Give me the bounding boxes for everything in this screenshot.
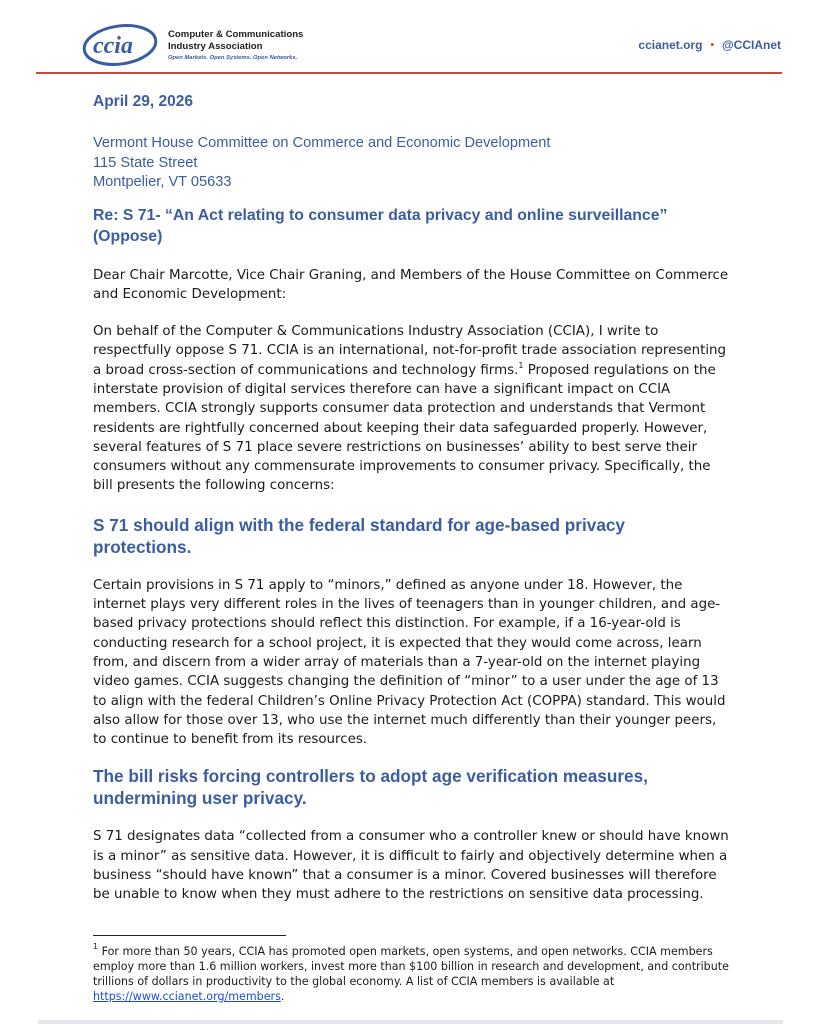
footnote-trailing: . [280,990,285,1003]
intro-text-part1: On behalf of the Computer & Communications Industry Association (CCIA), I write to respectfully oppose S 71. CCIA is an international, not-for-profit trade association representing a broad cross-section of communications and technology firms. [93,324,727,378]
letter-body [93,92,733,905]
subject-line-2: (Oppose) [93,228,163,245]
footnote-marker: 1 [93,942,99,951]
ccia-logo-icon [82,22,162,68]
logo-text: ccia [93,33,133,59]
twitter-handle-link[interactable]: @CCIAnet [721,38,781,52]
heading2-line2: undermining user privacy. [93,788,307,809]
footnote-divider [93,935,286,936]
org-name-line2: Industry Association [168,40,263,52]
age-standard-paragraph: Certain provisions in S 71 apply to “minors,” defined as anyone under 18. However, the internet plays very different roles in the lives of teenagers than in younger children, and age-based privacy protections should reflect this distinction. For example, if a 16-year-old is conducting research for a school project, it is expected that they would come across, learn from, and discern from a wider array of materials than a 7-year-old on the internet playing video games. CCIA suggests changing the definition of “minor” to a user under the age of 13 to align with the federal Children’s Online Privacy Protection Act (COPPA) standard. This would also allow for those over 13, who use the internet much differently than their younger peers, to continue to benefit from its resources. [93,577,726,748]
org-tagline: Open Markets. Open Systems. Open Networks. [168,55,298,61]
subject-line-1: Re: S 71- “An Act relating to consumer data privacy and online surveillance” [93,206,668,224]
letterhead [0,0,821,76]
website-link[interactable]: ccianet.org [638,38,703,52]
heading1-line1: S 71 should align with the federal standard for age-based privacy [93,514,625,535]
subject-line [93,205,733,248]
salutation: Dear Chair Marcotte, Vice Chair Graning, and Members of the House Committee on Commerce and Economic Development: [93,267,729,302]
members-link[interactable]: https://www.ccianet.org/members [93,990,281,1003]
address-line-3: Montpelier, VT 05633 [93,174,232,190]
header-links [638,38,781,52]
age-verification-paragraph: S 71 designates data “collected from a consumer who a controller knew or should have known is a minor” as sensitive data. However, it is difficult to fairly and objectively determine when a business “should have known” that a consumer is a minor. Covered businesses will therefore be unable to know when they must adhere to the restrictions on sensitive data processing. [93,829,729,903]
address-line-1: Vermont House Committee on Commerce and Economic Development [93,135,551,151]
separator-dot: • [710,40,714,51]
recipient-address [93,134,733,193]
header-divider [36,72,782,74]
letter-date: April 29, 2026 [93,93,193,110]
footnote [93,944,733,1004]
section-heading-age-verification [93,765,733,809]
org-name-line1: Computer & Communications [168,29,304,40]
org-identity [168,29,303,62]
heading1-line2: protections. [93,536,192,557]
heading2-line1: The bill risks forcing controllers to adopt age verification measures, [93,766,648,787]
intro-text-part2: Proposed regulations on the interstate provision of digital services therefore can have a significant impact on CCIA members. CCIA strongly supports consumer data protection and understands that Vermont residents are rightfully concerned about keeping their data safeguarded properly. However, several features of S 71 place severe restrictions on businesses’ ability to best serve their consumers without any commensurate improvements to consumer privacy. Specifically, the bill presents the following concerns: [93,362,716,494]
address-line-2: 115 State Street [93,154,198,171]
ccia-logo[interactable] [82,22,162,68]
footnote-text: For more than 50 years, CCIA has promoted open markets, open systems, and open networks. CCIA members employ more than 1.6 million workers, invest more than $100 billion in research and development, and contribute trillions of dollars in productivity to the global economy. A list of CCIA members is available at [93,945,729,988]
footnote-ref[interactable]: 1 [518,360,524,370]
intro-paragraph [93,322,733,496]
section-heading-age-standard [93,514,733,558]
page-bottom-edge [38,1020,783,1024]
